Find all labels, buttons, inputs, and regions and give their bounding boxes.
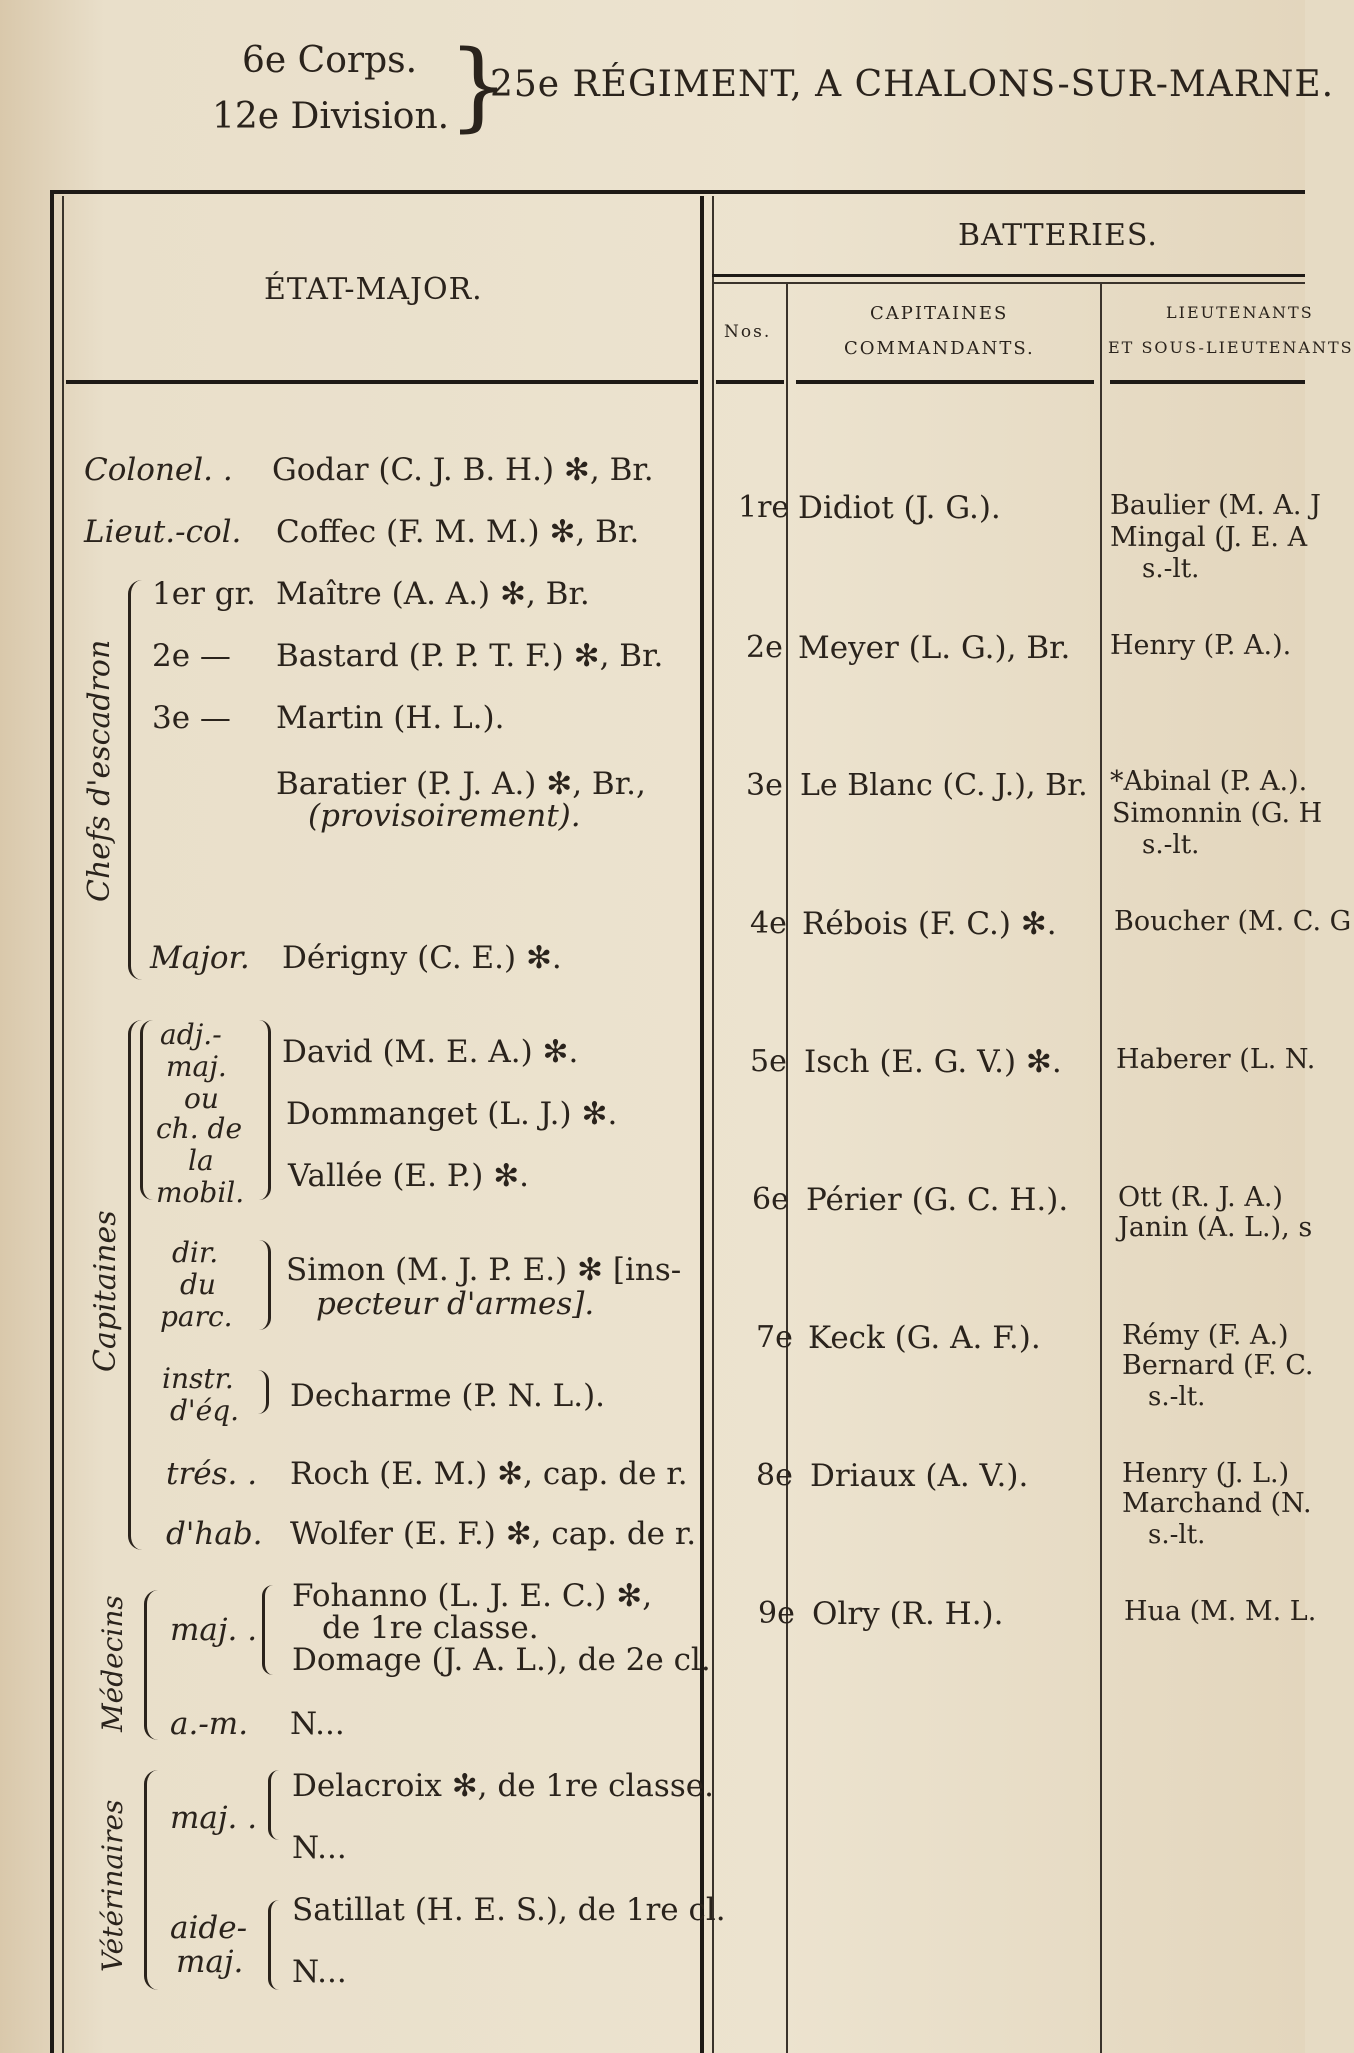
battery-lieut-6b: Janin (A. L.), s — [1118, 1212, 1313, 1243]
em-label-maj: maj. — [166, 1050, 227, 1083]
battery-lieut-3c: s.-lt. — [1142, 830, 1200, 860]
em-label-dir: dir. — [172, 1236, 219, 1269]
em-label-mobil: mobil. — [156, 1176, 245, 1209]
em-label-aide-maj: maj. — [176, 1944, 244, 1980]
table-left-inner-rule — [62, 196, 64, 2053]
group-capitaines-label: Capitaines — [88, 1210, 123, 1372]
battery-lieut-4a: Boucher (M. C. G — [1114, 906, 1352, 937]
capitaines-head-rule — [796, 380, 1094, 384]
group-chefs-label: Chefs d'escadron — [82, 639, 117, 902]
em-name-wolfer: Wolfer (E. F.) ✻, cap. de r. — [290, 1516, 697, 1552]
battery-lieut-8b: Marchand (N. — [1122, 1488, 1312, 1519]
em-name-coffec: Coffec (F. M. M.) ✻, Br. — [276, 514, 640, 550]
battery-capitaine-3: Le Blanc (C. J.), Br. — [800, 768, 1088, 803]
em-name-inspecteur: pecteur d'armes]. — [316, 1286, 595, 1322]
em-name-fohanno: Fohanno (L. J. E. C.) ✻, — [292, 1578, 653, 1614]
em-label-chde: ch. de — [156, 1112, 243, 1145]
battery-no-7: 7e — [756, 1320, 793, 1355]
em-name-maitre: Maître (A. A.) ✻, Br. — [276, 576, 590, 612]
em-name-martin: Martin (H. L.). — [276, 700, 505, 736]
battery-lieut-6a: Ott (R. J. A.) — [1118, 1182, 1283, 1213]
chefs-brace — [128, 580, 145, 980]
group-medecins-label: Médecins — [96, 1595, 129, 1732]
em-name-vallee: Vallée (E. P.) ✻. — [288, 1158, 530, 1194]
capitaines-divider — [1100, 284, 1102, 2053]
batteries-subhead-rule-2 — [712, 282, 1305, 284]
etat-major-head-rule — [66, 380, 698, 384]
em-label-med-maj: maj. . — [170, 1612, 258, 1648]
battery-lieut-5a: Haberer (L. N. — [1116, 1044, 1316, 1075]
em-label-la: la — [188, 1144, 214, 1177]
em-name-david: David (M. E. A.) ✻. — [282, 1034, 579, 1070]
batteries-subhead-rule — [712, 274, 1305, 277]
em-label-tres: trés. . — [166, 1456, 258, 1492]
em-name-roch: Roch (E. M.) ✻, cap. de r. — [290, 1456, 688, 1492]
division-label: 12e Division. — [212, 96, 450, 137]
battery-lieut-7a: Rémy (F. A.) — [1122, 1320, 1289, 1351]
em-label-lieutcol: Lieut.-col. — [84, 514, 242, 550]
em-name-fohanno-classe: de 1re classe. — [322, 1610, 539, 1646]
vet-aide-brace — [268, 1900, 279, 1990]
battery-lieut-9a: Hua (M. M. L. — [1124, 1596, 1317, 1627]
battery-lieut-2a: Henry (P. A.). — [1110, 630, 1292, 661]
battery-capitaine-1: Didiot (J. G.). — [798, 490, 1001, 526]
em-label-ou: ou — [184, 1082, 219, 1115]
corps-label: 6e Corps. — [242, 40, 418, 81]
battery-no-5: 5e — [750, 1044, 787, 1079]
em-label-3e: 3e — — [152, 700, 231, 736]
battery-lieut-3a: *Abinal (P. A.). — [1110, 766, 1308, 797]
nos-heading: Nos. — [724, 322, 772, 342]
em-name-domage: Domage (J. A. L.), de 2e cl. — [292, 1642, 711, 1678]
lieutenants-head-rule — [1110, 380, 1305, 384]
battery-capitaine-2: Meyer (L. G.), Br. — [798, 630, 1071, 666]
em-name-delacroix: Delacroix ✻, de 1re classe. — [292, 1768, 714, 1804]
battery-no-2: 2e — [746, 630, 783, 665]
battery-lieut-7b: Bernard (F. C. — [1122, 1350, 1314, 1381]
em-label-am: a.-m. — [170, 1706, 249, 1742]
em-name-bastard: Bastard (P. P. T. F.) ✻, Br. — [276, 638, 664, 674]
em-name-dommanget: Dommanget (L. J.) ✻. — [286, 1096, 618, 1132]
em-name-baratier: Baratier (P. J. A.) ✻, Br., — [276, 766, 646, 802]
lieutenants-heading-line2: ET SOUS-LIEUTENANTS — [1108, 338, 1354, 357]
em-name-vet-n: N... — [292, 1830, 347, 1866]
battery-capitaine-6: Périer (G. C. H.). — [806, 1182, 1069, 1218]
medecins-brace — [144, 1590, 159, 1740]
em-name-am-n: N... — [290, 1706, 345, 1742]
battery-lieut-8a: Henry (J. L.) — [1122, 1458, 1290, 1489]
em-name-aide-n: N... — [292, 1954, 347, 1990]
battery-lieut-3b: Simonnin (G. H — [1112, 798, 1323, 829]
em-label-major: Major. — [150, 940, 250, 976]
battery-capitaine-8: Driaux (A. V.). — [810, 1458, 1029, 1494]
medecins-maj-brace — [262, 1585, 273, 1675]
header-brace: } — [448, 30, 510, 142]
em-label-colonel: Colonel. . — [84, 452, 233, 488]
em-name-simon: Simon (M. J. P. E.) ✻ [ins- — [286, 1252, 682, 1288]
dir-brace-right — [258, 1240, 271, 1330]
battery-no-9: 9e — [758, 1596, 795, 1631]
em-label-aide: aide- — [170, 1910, 248, 1946]
battery-no-6: 6e — [752, 1182, 789, 1217]
batteries-heading: BATTERIES. — [958, 218, 1158, 253]
battery-no-1: 1re — [738, 490, 790, 525]
em-label-vet-maj: maj. . — [170, 1800, 258, 1836]
em-name-godar: Godar (C. J. B. H.) ✻, Br. — [272, 452, 654, 488]
em-label-2e: 2e — — [152, 638, 231, 674]
capitaines-heading-line2: COMMANDANTS. — [844, 338, 1035, 359]
nos-head-rule — [716, 380, 784, 384]
adj-brace-left — [140, 1020, 153, 1200]
regiment-title: 25e RÉGIMENT, A CHALONS-SUR-MARNE. — [490, 64, 1335, 105]
battery-capitaine-4: Rébois (F. C.) ✻. — [802, 906, 1057, 942]
nos-divider — [786, 284, 788, 2053]
etat-major-heading: ÉTAT-MAJOR. — [264, 272, 483, 307]
vet-maj-brace — [268, 1770, 279, 1840]
em-name-decharme: Decharme (P. N. L.). — [290, 1378, 606, 1414]
em-name-satillat: Satillat (H. E. S.), de 1re cl. — [292, 1892, 726, 1928]
group-veterinaires-label: Vétérinaires — [96, 1799, 129, 1972]
em-label-1er-gr: 1er gr. — [152, 576, 256, 612]
em-name-provisoirement: (provisoirement). — [308, 798, 581, 834]
em-name-derigny: Dérigny (C. E.) ✻. — [282, 940, 562, 976]
table-top-rule — [50, 190, 1305, 194]
battery-lieut-8c: s.-lt. — [1148, 1520, 1206, 1550]
lieutenants-heading-line1: LIEUTENANTS — [1166, 303, 1314, 322]
battery-capitaine-5: Isch (E. G. V.) ✻. — [804, 1044, 1062, 1080]
em-label-deq: d'éq. — [170, 1394, 240, 1427]
battery-lieut-1b: Mingal (J. E. A — [1110, 522, 1308, 553]
adj-brace-right — [258, 1020, 271, 1200]
battery-capitaine-7: Keck (G. A. F.). — [808, 1320, 1041, 1356]
em-label-du: du — [180, 1268, 216, 1301]
em-label-adj: adj.- — [160, 1018, 222, 1051]
battery-capitaine-9: Olry (R. H.). — [812, 1596, 1004, 1632]
em-label-dhab: d'hab. — [166, 1516, 263, 1552]
capitaines-heading-line1: CAPITAINES — [870, 303, 1009, 324]
instr-brace-right — [258, 1370, 269, 1414]
battery-no-8: 8e — [756, 1458, 793, 1493]
em-label-parc: parc. — [160, 1300, 233, 1333]
battery-lieut-1c: s.-lt. — [1142, 554, 1200, 584]
table-left-rule — [50, 190, 54, 2053]
veterinaires-brace — [144, 1770, 159, 1990]
battery-no-4: 4e — [750, 906, 787, 941]
battery-lieut-1a: Baulier (M. A. J — [1110, 490, 1321, 521]
em-label-instr: instr. — [162, 1362, 234, 1395]
battery-no-3: 3e — [746, 768, 783, 803]
battery-lieut-7c: s.-lt. — [1148, 1382, 1206, 1412]
